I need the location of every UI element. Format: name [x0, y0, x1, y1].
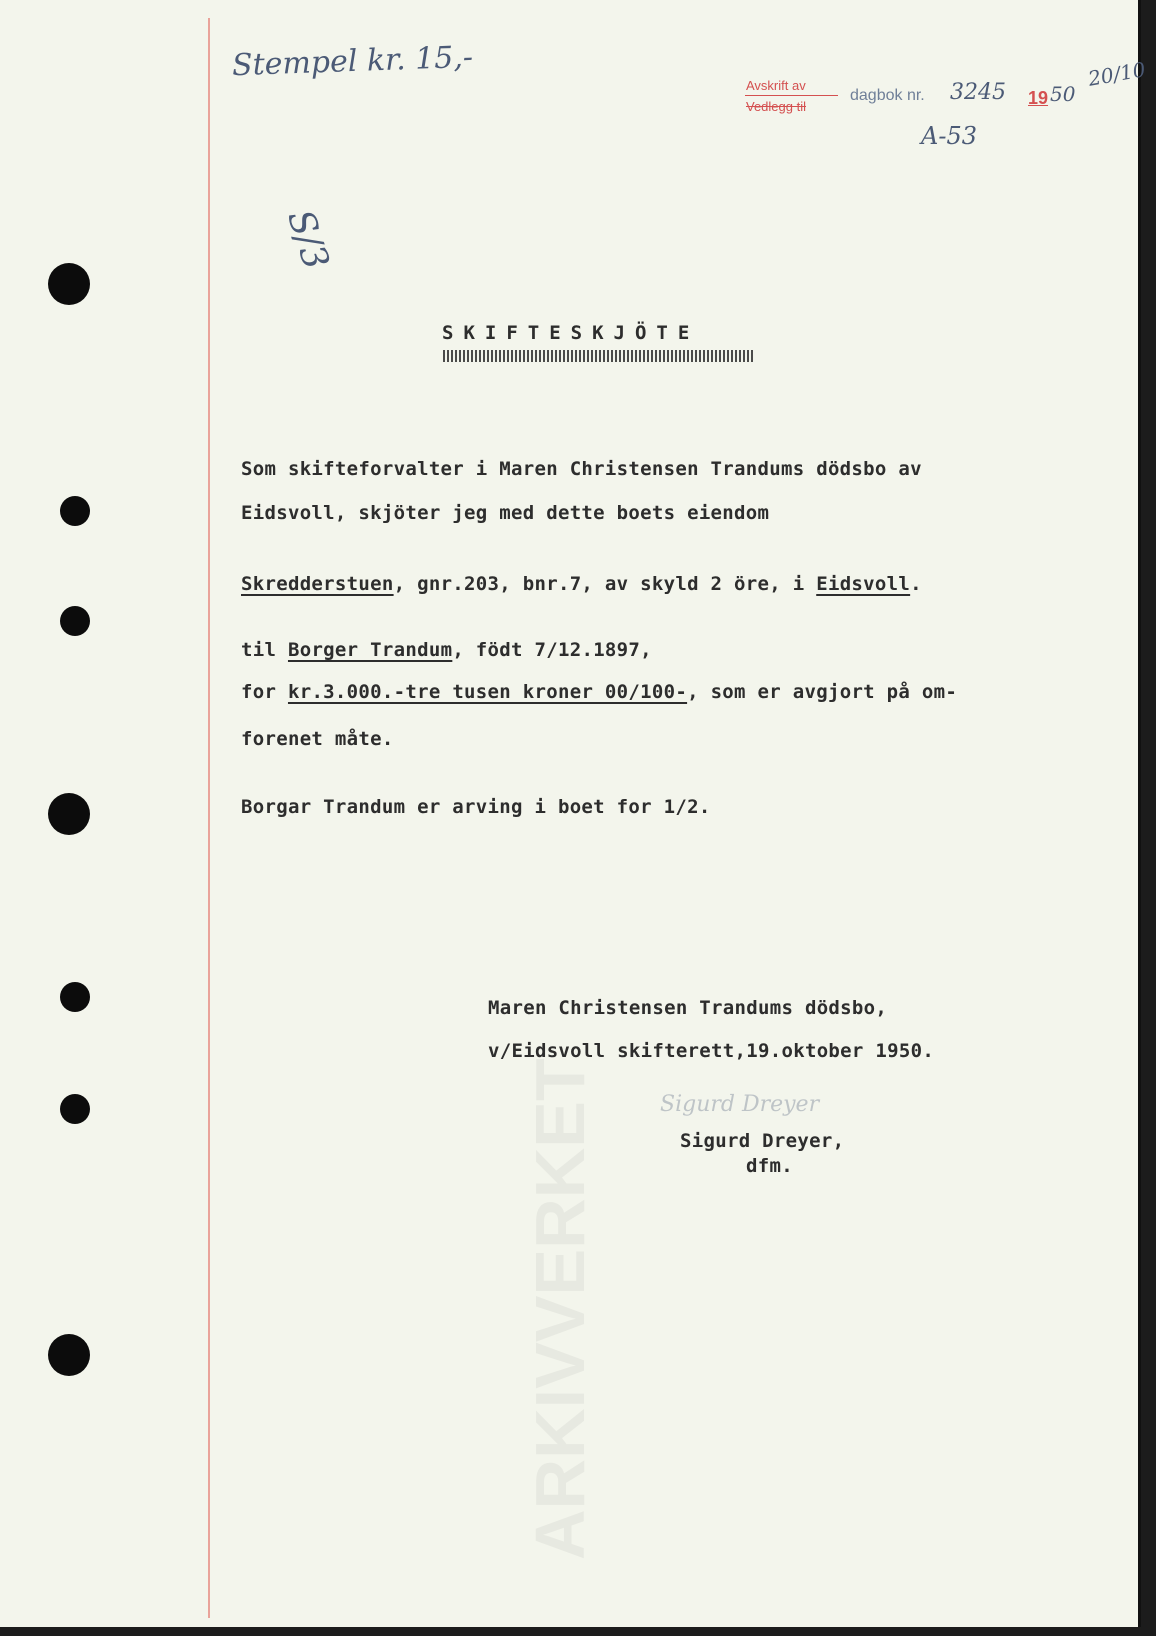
handwritten-signature: Sigurd Dreyer — [660, 1092, 820, 1117]
document-title: SKIFTESKJÖTE — [442, 322, 700, 344]
watermark: ARKIVVERKET — [521, 1058, 599, 1560]
price-line — [241, 681, 957, 703]
punch-hole-6 — [60, 1094, 90, 1124]
reference-note: A-53 — [921, 122, 977, 150]
property-line — [241, 573, 922, 595]
property-details: , gnr.203, bnr.7, av skyld 2 öre, i — [393, 573, 817, 595]
stamp-year-prefix: 19 — [1028, 88, 1049, 108]
recipient-birth: , födt 7/12.1897, — [452, 639, 652, 661]
initials-note: S/3 — [279, 205, 337, 275]
dagbok-number: 3245 — [950, 80, 1006, 105]
signer-title: dfm. — [746, 1155, 793, 1177]
property-end: . — [910, 573, 922, 595]
punch-hole-5 — [60, 982, 90, 1012]
title-underline — [443, 350, 755, 362]
stamp-line-1: Avskrift av — [746, 78, 806, 93]
price-prefix: for — [241, 681, 288, 703]
stamp-duty-note: Stempel kr. 15,- — [231, 39, 474, 84]
property-name: Skredderstuen — [241, 573, 394, 595]
stamp-line-2: Vedlegg til — [746, 99, 806, 114]
signer-name: Sigurd Dreyer, — [680, 1130, 845, 1152]
recipient-name: Borger Trandum — [287, 639, 453, 661]
heir-line: Borgar Trandum er arving i boet for 1/2. — [241, 796, 711, 818]
closing-estate: Maren Christensen Trandums dödsbo, — [488, 997, 888, 1019]
year-note: 50 — [1050, 82, 1076, 106]
punch-hole-2 — [60, 496, 90, 526]
body-line-2: Eidsvoll, skjöter jeg med dette boets eiendom — [241, 502, 770, 524]
body-line-1: Som skifteforvalter i Maren Christensen Trandums dödsbo av — [241, 458, 922, 480]
date-note: 20/10 — [1086, 57, 1148, 91]
punch-hole-1 — [48, 263, 90, 305]
stamp-divider — [745, 95, 838, 96]
margin-line — [208, 18, 210, 1618]
property-place: Eidsvoll — [816, 573, 911, 595]
punch-hole-7 — [48, 1334, 90, 1376]
recipient-prefix: til — [241, 639, 288, 661]
stamp-dagbok-label: dagbok nr. — [850, 87, 925, 104]
price-line-2: forenet måte. — [241, 728, 394, 750]
recipient-line — [241, 639, 652, 661]
price-rest: , som er avgjort på om- — [687, 681, 958, 703]
punch-hole-4 — [48, 793, 90, 835]
closing-place-date: v/Eidsvoll skifterett,19.oktober 1950. — [488, 1040, 935, 1062]
price-amount: kr.3.000.-tre tusen kroner 00/100- — [287, 681, 688, 703]
punch-hole-3 — [60, 606, 90, 636]
